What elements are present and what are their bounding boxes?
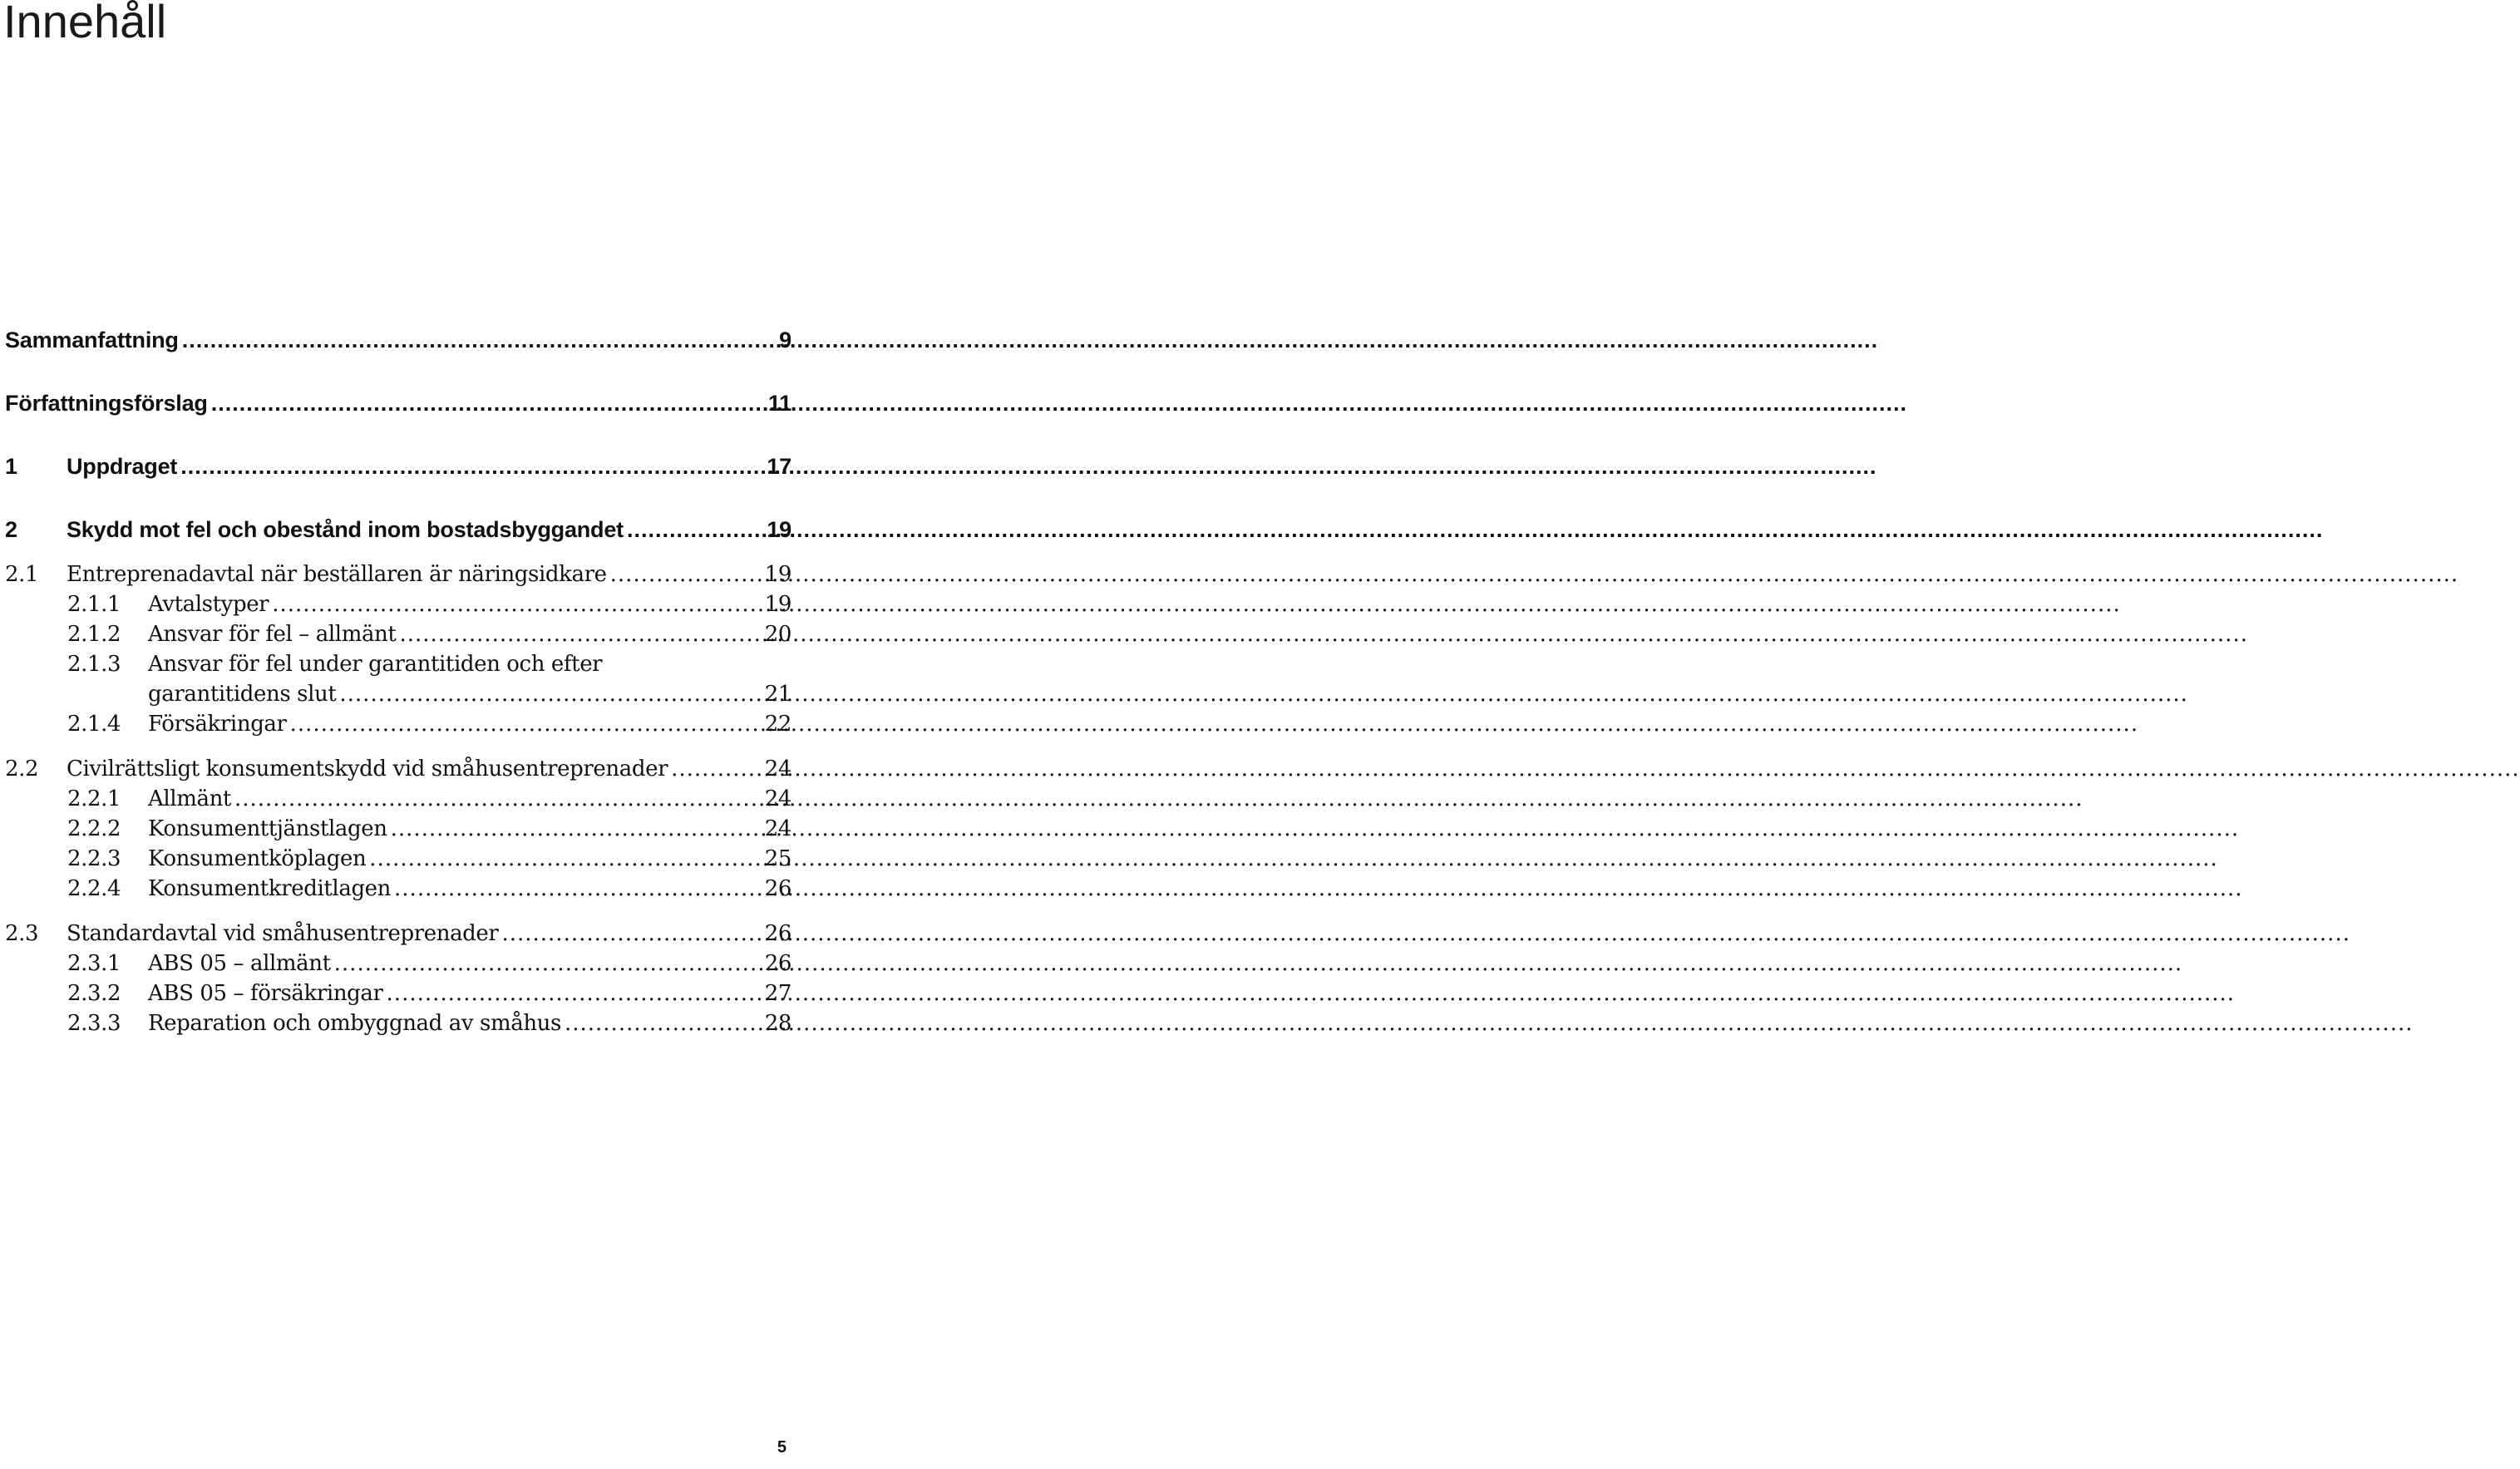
toc-entry-2-2[interactable]	[5, 757, 792, 790]
toc-entry-title: Reparation och ombyggnad av småhus	[148, 1011, 561, 1036]
toc-entry-title: Standardavtal vid småhusentreprenader	[67, 921, 499, 946]
dot-leader	[501, 921, 761, 946]
toc-entry-number: 2.2	[5, 757, 39, 781]
page-title: Innehåll	[3, 0, 167, 47]
toc-entry-2-3-1[interactable]	[67, 951, 792, 984]
toc-entry-number: 2.2.4	[67, 876, 121, 901]
toc-entry-number: 2.3.2	[67, 981, 121, 1006]
dot-leader	[369, 846, 761, 871]
dot-leader	[394, 876, 762, 901]
toc-entry-number: 2.3	[5, 921, 39, 946]
toc-entry-2-1-3[interactable]	[67, 652, 792, 685]
toc-entry-number: 2.1.1	[67, 592, 121, 617]
toc-entry-2-2-1[interactable]	[67, 786, 792, 820]
toc-entry-2-2-4[interactable]	[67, 876, 792, 909]
toc-entry-2-1-2[interactable]	[67, 622, 792, 655]
toc-entry-2-3[interactable]	[5, 921, 792, 954]
toc-entry-page: 11	[767, 391, 792, 416]
toc-entry-number: 1	[5, 454, 17, 479]
toc-entry-title: Ansvar för fel under garantitiden och efter	[148, 652, 603, 677]
toc-entry-number: 2.1.4	[67, 712, 121, 737]
toc-entry-2-1-1[interactable]	[67, 592, 792, 625]
toc-entry-forfattningsforslag[interactable]	[5, 391, 792, 424]
toc-entry-page: 25	[764, 846, 792, 871]
toc-entry-page: 28	[764, 1011, 792, 1036]
toc-entry-title: Konsumenttjänstlagen	[148, 816, 387, 841]
toc-entry-number: 2.1.3	[67, 652, 121, 677]
toc-entry-2-2-2[interactable]	[67, 816, 792, 850]
toc-entry-page: 19	[764, 562, 792, 587]
toc-entry-number: 2.3.3	[67, 1011, 121, 1036]
toc-entry-page: 24	[764, 816, 792, 841]
toc-entry-page: 26	[764, 876, 792, 901]
toc-entry-number: 2.2.1	[67, 786, 121, 811]
toc-entry-sammanfattning[interactable]	[5, 328, 792, 361]
dot-leader	[234, 786, 762, 811]
toc-entry-title: ABS 05 – allmänt	[148, 951, 331, 976]
toc-entry-2-3-2[interactable]	[67, 981, 792, 1014]
dot-leader	[182, 328, 776, 353]
toc-entry-2-2-3[interactable]	[67, 846, 792, 880]
toc-entry-title: Uppdraget	[67, 454, 178, 479]
toc-entry-page: 24	[764, 757, 792, 781]
toc-entry-page: 21	[764, 682, 792, 707]
dot-leader	[565, 1011, 762, 1036]
dot-leader	[399, 622, 761, 647]
toc-entry-title: Allmänt	[148, 786, 231, 811]
toc-entry-title: Författningsförslag	[5, 391, 208, 416]
toc-entry-page: 19	[764, 592, 792, 617]
toc-entry-2-3-3[interactable]	[67, 1011, 792, 1044]
dot-leader	[610, 562, 762, 587]
dot-leader	[391, 816, 762, 841]
footer-page-number: 5	[777, 1438, 787, 1457]
toc-entry-page: 19	[767, 517, 792, 542]
toc-entry-number: 2	[5, 517, 17, 542]
toc-entry-1[interactable]	[5, 454, 792, 487]
toc-entry-page: 27	[764, 981, 792, 1006]
dot-leader	[211, 391, 765, 417]
toc-entry-number: 2.3.1	[67, 951, 121, 976]
toc-entry-number: 2.1.2	[67, 622, 121, 647]
dot-leader	[387, 981, 762, 1006]
toc-entry-title: Civilrättsligt konsumentskydd vid småhusentreprenader	[67, 757, 668, 781]
toc-entry-2-1[interactable]	[5, 562, 792, 595]
toc-entry-page: 9	[779, 328, 792, 352]
toc-entry-number: 2.1	[5, 562, 39, 587]
toc-entry-number: 2.2.2	[67, 816, 121, 841]
toc-entry-2-1-4[interactable]	[67, 712, 792, 745]
toc-entry-title: Entreprenadavtal när beställaren är näringsidkare	[67, 562, 607, 587]
toc-entry-title: Konsumentköplagen	[148, 846, 367, 871]
toc-entry-title: Skydd mot fel och obestånd inom bostadsbyggandet	[67, 517, 624, 542]
toc-entry-2[interactable]	[5, 517, 792, 550]
toc-entry-title: ABS 05 – försäkringar	[148, 981, 383, 1006]
toc-entry-page: 17	[767, 454, 792, 479]
dot-leader	[290, 712, 762, 737]
dot-leader	[180, 454, 763, 480]
toc-entry-2-1-3-continued[interactable]	[148, 682, 792, 715]
toc-entry-title: Försäkringar	[148, 712, 287, 737]
toc-entry-page: 26	[764, 951, 792, 976]
toc-entry-title: Ansvar för fel – allmänt	[148, 622, 397, 647]
dot-leader	[671, 757, 762, 781]
toc-entry-page: 22	[764, 712, 792, 737]
toc-entry-title: Avtalstyper	[148, 592, 269, 617]
toc-entry-title-continued: garantitidens slut	[148, 682, 337, 707]
toc-entry-number: 2.2.3	[67, 846, 121, 871]
dot-leader	[334, 951, 762, 976]
toc-entry-title: Konsumentkreditlagen	[148, 876, 392, 901]
dot-leader	[272, 592, 761, 617]
dot-leader	[339, 682, 761, 707]
toc-entry-page: 24	[764, 786, 792, 811]
dot-leader	[627, 517, 763, 543]
toc-entry-page: 26	[764, 921, 792, 946]
toc-entry-page: 20	[764, 622, 792, 647]
toc-entry-title: Sammanfattning	[5, 328, 179, 352]
